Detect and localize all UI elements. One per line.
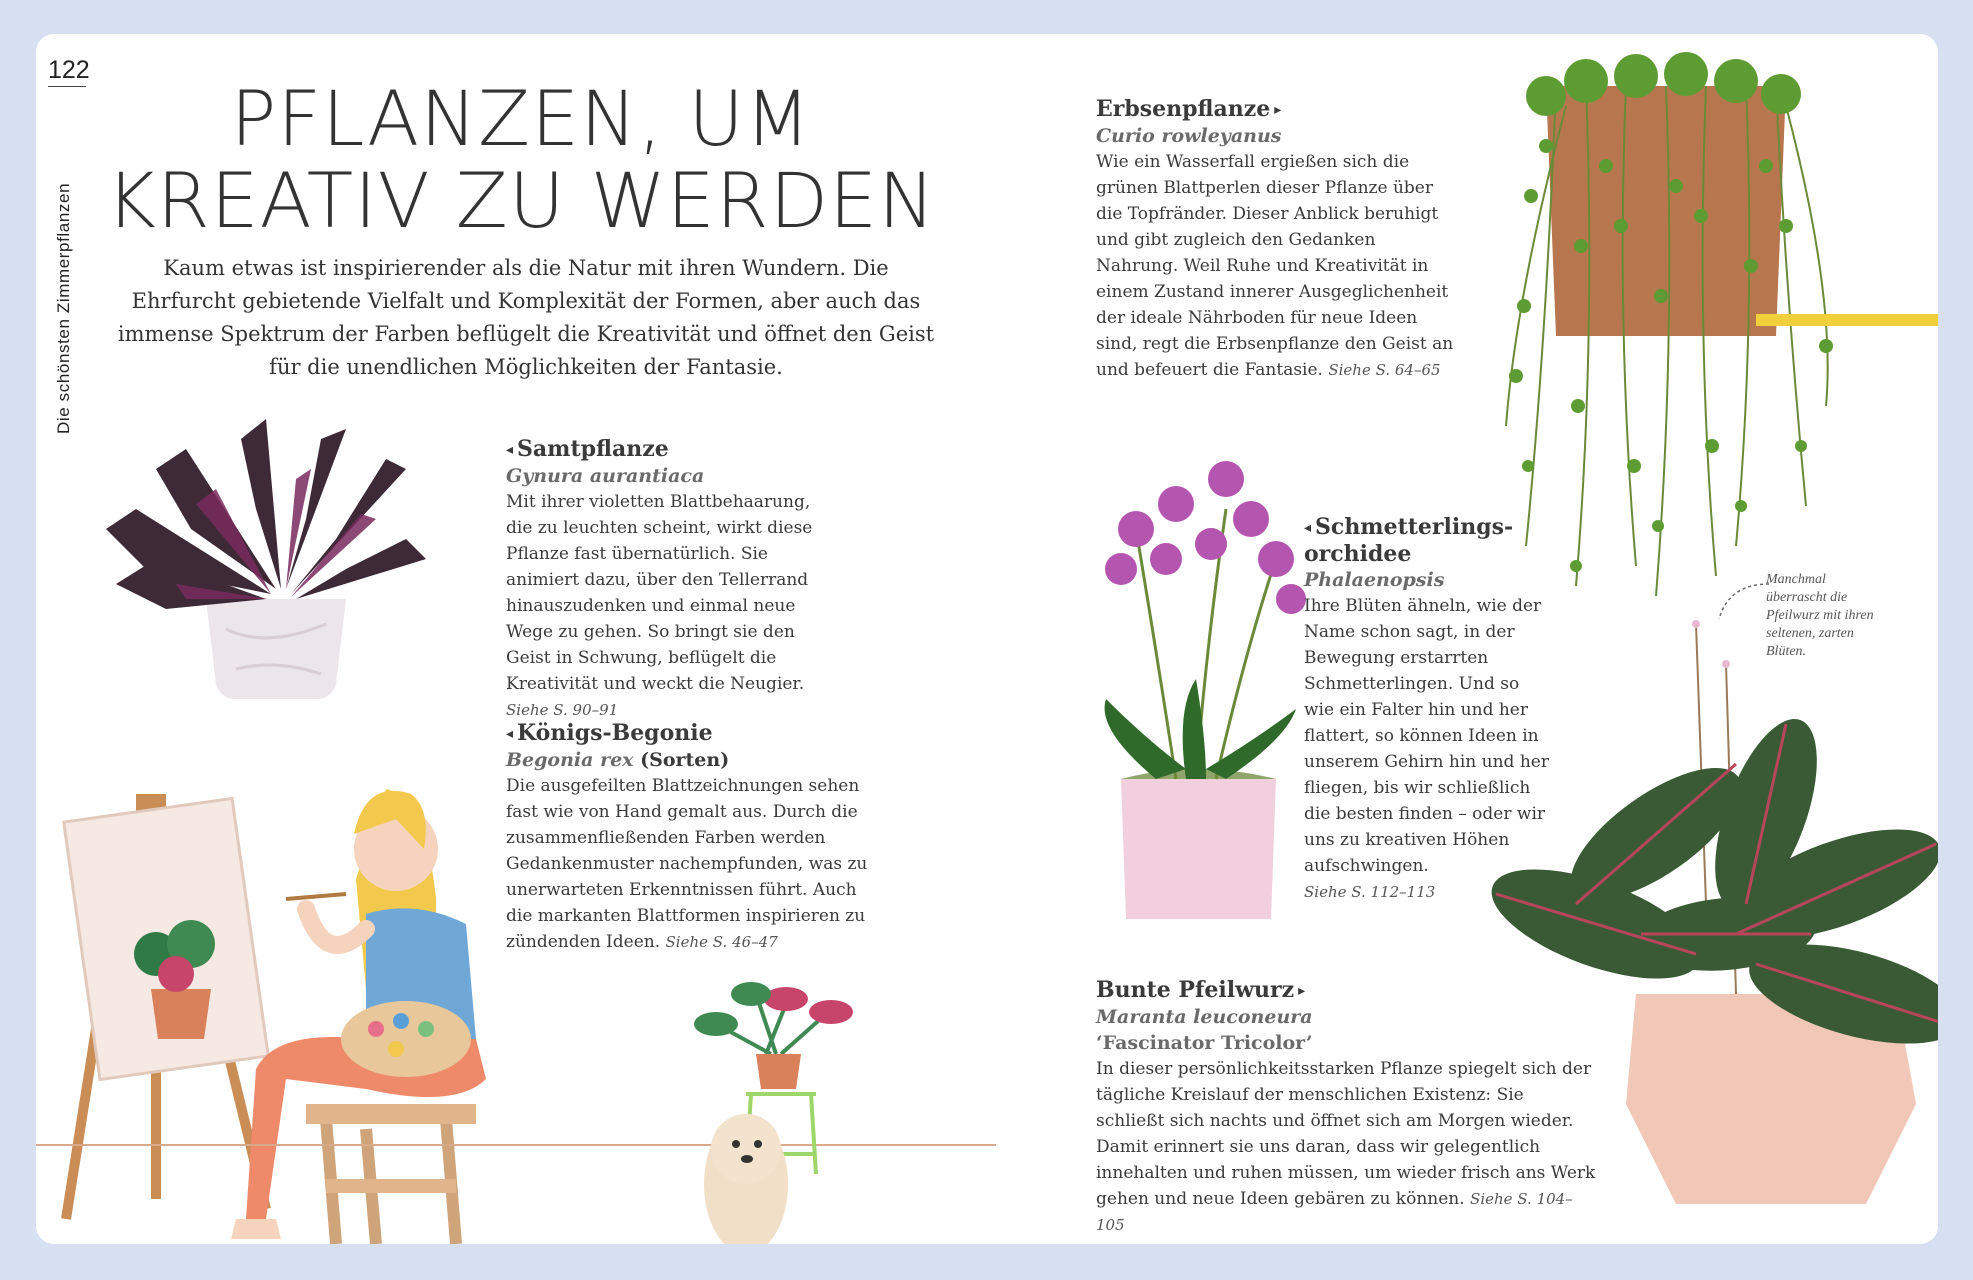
latin-name: Curio rowleyanus bbox=[1096, 125, 1282, 147]
page-reference: Siehe S. 46–47 bbox=[665, 933, 778, 951]
arrow-right-icon: ▸ bbox=[1274, 102, 1282, 118]
entry-text: Ihre Blüten ähneln, wie der Name schon sagt, in der Bewegung erstarrten Schmetterlingen. Und so wie ein Falter hin und her flattert, so können Ideen in unserem Gehirn hin und her fliegen, bis wir schließlich die besten finden – oder wir uns zu kreativen Höhen aufschwingen. bbox=[1304, 596, 1549, 876]
latin-suffix: (Sorten) bbox=[640, 749, 730, 771]
entry-title: Samtpflanze bbox=[517, 436, 669, 462]
entry-pfeilwurz bbox=[1096, 977, 1596, 1238]
title-line-1: PFLANZEN, UM bbox=[230, 74, 812, 163]
velvet-plant-illustration bbox=[96, 409, 436, 709]
entry-title: Königs-Begonie bbox=[517, 720, 713, 746]
page-reference: Siehe S. 64–65 bbox=[1328, 361, 1441, 379]
page-reference: Siehe S. 104–105 bbox=[1096, 1190, 1573, 1234]
latin-name-line-1: Maranta leuconeura bbox=[1096, 1006, 1313, 1028]
arrow-right-icon: ▸ bbox=[1298, 983, 1306, 999]
page-number: 122 bbox=[48, 56, 90, 84]
title-line-2: KREATIV ZU WERDEN bbox=[106, 156, 936, 245]
entry-text: Wie ein Wasserfall ergießen sich die grünen Blattperlen dieser Pflanze über die Topfränder. Dieser Anblick beruhigt und gibt zugleich den Gedanken Nahrung. Weil Ruhe und Kreativität in einem Zustand innerer Ausgeglichenheit der ideale Nährboden für neue Ideen sind, regt die Erbsenpflanze den Geist an und befeuert die Fantasie. bbox=[1096, 152, 1454, 380]
entry-title-line-1: Schmetterlings- bbox=[1315, 514, 1514, 540]
orchid-illustration bbox=[1076, 449, 1316, 929]
plant-stand-dog-illustration bbox=[676, 954, 876, 1244]
entry-erbsenpflanze bbox=[1096, 96, 1456, 383]
intro-text: Kaum etwas ist inspirierender als die Natur mit ihren Wundern. Die Ehrfurcht gebietende Vielfalt und Komplexität der Formen, aber auch das immense Spektrum der Farben beflügelt die Kreativität und öffnet den Geist für die unendlichen Möglichkeiten der Fantasie. bbox=[117, 256, 935, 379]
arrow-left-icon: ◂ bbox=[506, 442, 514, 458]
painter-illustration bbox=[36, 739, 516, 1244]
entry-text: In dieser persönlichkeitsstarken Pflanze spiegelt sich der tägliche Kreislauf der menschlichen Existenz: Sie schließt sich nachts und öffnet sich am Morgen wieder. Damit erinnert sie uns daran, dass wir gelegentlich innehalten und ruhen müssen, um wieder frisch ans Werk gehen und neue Ideen gebären zu können. bbox=[1096, 1059, 1596, 1209]
latin-name: Begonia rex bbox=[506, 749, 634, 771]
page-reference: Siehe S. 90–91 bbox=[506, 701, 619, 719]
entry-title: Erbsenpflanze bbox=[1096, 96, 1271, 122]
entry-text: Mit ihrer violetten Blattbehaarung, die zu leuchten scheint, wirkt diese Pflanze fast übernatürlich. Sie animiert dazu, über den Tellerrand hinauszudenken und einmal neue Wege zu gehen. So bringt sie den Geist in Schwung, beflügelt die Kreativität und weckt die Neugier. bbox=[506, 492, 813, 694]
arrow-left-icon: ◂ bbox=[506, 726, 514, 742]
yellow-accent-bar bbox=[1756, 314, 1938, 326]
entry-begonie bbox=[506, 720, 876, 955]
latin-name-line-2: ‘Fascinator Tricolor’ bbox=[1096, 1032, 1313, 1054]
page-title bbox=[106, 74, 936, 245]
entry-text: Die ausgefeilten Blattzeichnungen sehen fast wie von Hand gemalt aus. Durch die zusammenfließenden Farben werden Gedankenmuster nachempfunden, was zu unerwarteten Erkenntnissen führt. Auch die markanten Blattformen inspirieren zu zündenden Ideen. bbox=[506, 776, 868, 952]
section-label: Die schönsten Zimmerpflanzen bbox=[54, 182, 73, 434]
arrow-left-icon: ◂ bbox=[1304, 520, 1312, 536]
latin-name: Phalaenopsis bbox=[1304, 569, 1445, 591]
entry-title: Bunte Pfeilwurz bbox=[1096, 977, 1295, 1003]
page-reference: Siehe S. 112–113 bbox=[1304, 883, 1436, 901]
page-number-rule bbox=[48, 86, 86, 87]
entry-samtpflanze bbox=[506, 436, 836, 723]
side-note: Manchmal überrascht die Pfeilwurz mit ihren seltenen, zarten Blüten. bbox=[1766, 572, 1874, 659]
book-spread bbox=[36, 34, 1938, 1244]
latin-name: Gynura aurantiaca bbox=[506, 465, 705, 487]
entry-title-line-2: orchidee bbox=[1304, 541, 1412, 567]
